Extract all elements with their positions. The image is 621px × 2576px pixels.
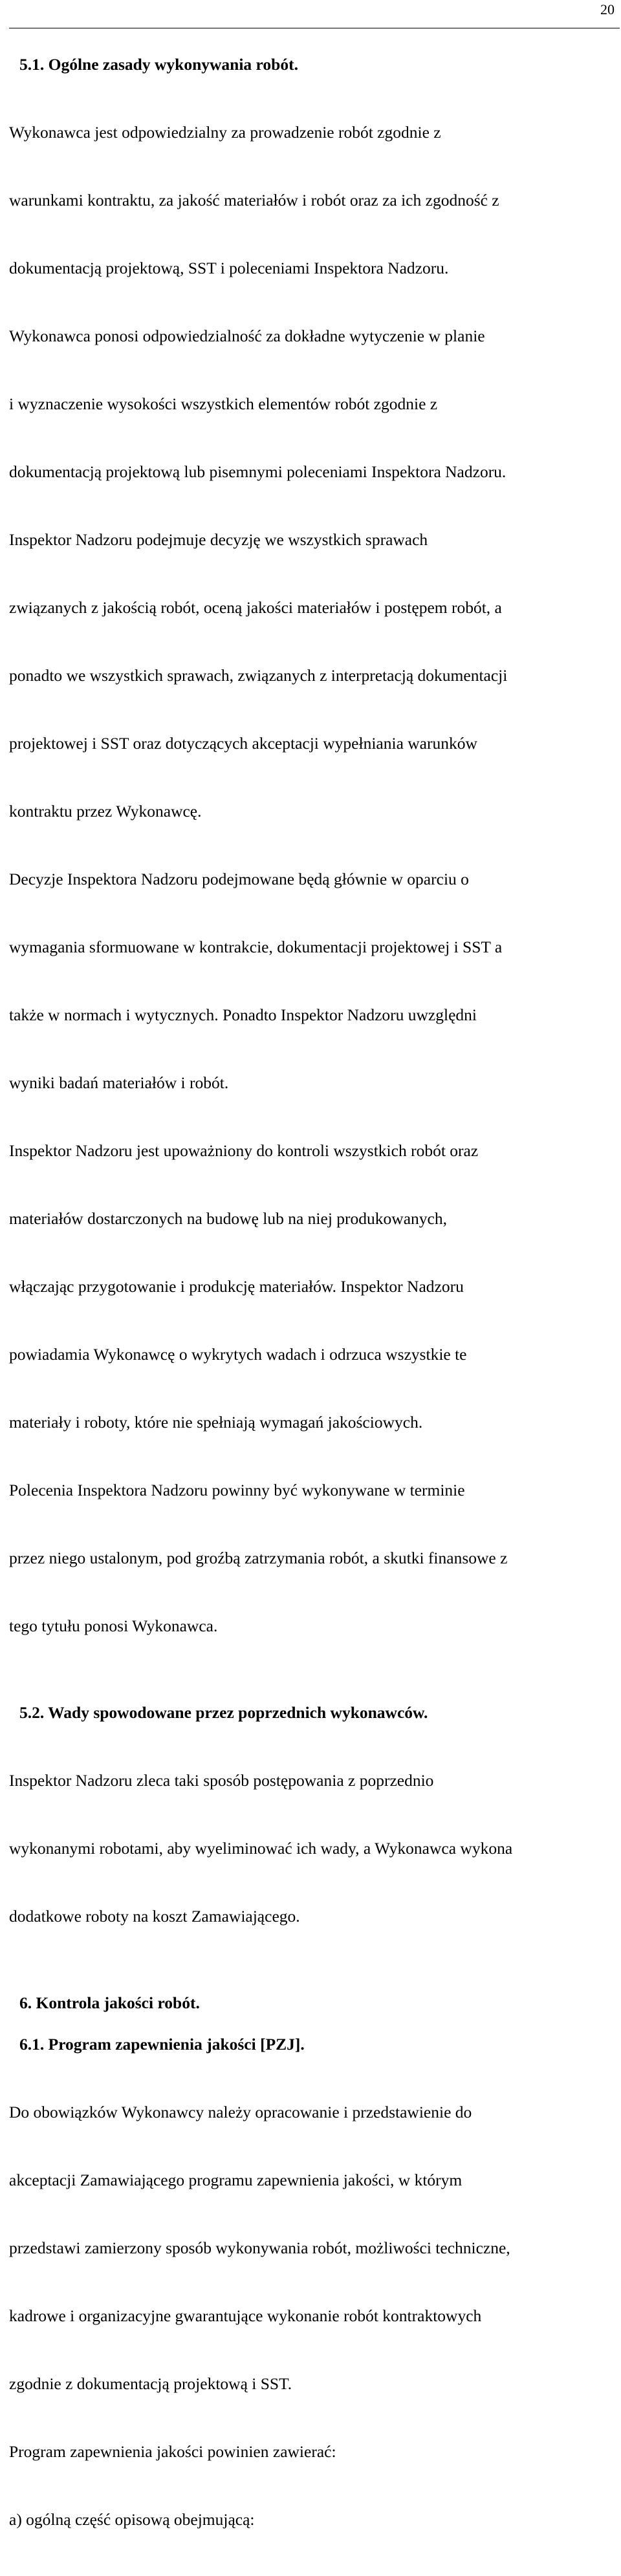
paragraph-line: dokumentacją projektową, SST i poleceniami Inspektora Nadzoru. (9, 259, 449, 277)
paragraph-line: kadrowe i organizacyjne gwarantujące wykonanie robót kontraktowych (9, 2306, 482, 2325)
paragraph-line: wyniki badań materiałów i robót. (9, 1073, 229, 1092)
section-body-5-2 (9, 1724, 617, 1973)
section-body-6-1 (9, 2055, 617, 2576)
paragraph-line: ponadto we wszystkich sprawach, związanych z interpretacją dokumentacji (9, 666, 508, 685)
paragraph-line: Polecenia Inspektora Nadzoru powinny być wykonywane w terminie (9, 1481, 465, 1499)
paragraph-line: materiały i roboty, które nie spełniają wymagań jakościowych. (9, 1413, 423, 1432)
paragraph-line: wykonanymi robotami, aby wyeliminować ich wady, a Wykonawca wykona (9, 1839, 513, 1858)
section-heading-5-1: 5.1. Ogólne zasady wykonywania robót. (19, 55, 298, 74)
paragraph-line: zgodnie z dokumentacją projektową i SST. (9, 2374, 292, 2393)
section-heading-5-2: 5.2. Wady spowodowane przez poprzednich wykonawców. (19, 1703, 428, 1722)
paragraph-line: powiadamia Wykonawcę o wykrytych wadach i odrzuca wszystkie te (9, 1345, 467, 1364)
paragraph-line: Inspektor Nadzoru jest upoważniony do kontroli wszystkich robót oraz (9, 1141, 479, 1160)
paragraph-line: Wykonawca ponosi odpowiedzialność za dokładne wytyczenie w planie (9, 327, 485, 345)
paragraph-line: Decyzje Inspektora Nadzoru podejmowane będą głównie w oparciu o (9, 870, 469, 888)
paragraph-line: materiałów dostarczonych na budowę lub na niej produkowanych, (9, 1209, 447, 1228)
paragraph-line: przez niego ustalonym, pod groźbą zatrzymania robót, a skutki finansowe z (9, 1549, 508, 1567)
paragraph-line: a) ogólną część opisową obejmującą: (9, 2510, 255, 2529)
section-heading-6-1: 6.1. Program zapewnienia jakości [PZJ]. (19, 2035, 305, 2054)
paragraph-line: akceptacji Zamawiającego programu zapewnienia jakości, w którym (9, 2171, 463, 2189)
paragraph-line: kontraktu przez Wykonawcę. (9, 802, 202, 821)
paragraph-line: włączając przygotowanie i produkcję materiałów. Inspektor Nadzoru (9, 1277, 464, 1296)
section-heading-6: 6. Kontrola jakości robót. (19, 1993, 200, 2012)
paragraph-line: warunkami kontraktu, za jakość materiałów i robót oraz za ich zgodność z (9, 191, 499, 209)
paragraph-line: dokumentacją projektową lub pisemnymi poleceniami Inspektora Nadzoru. (9, 462, 507, 481)
paragraph-line: dodatkowe roboty na koszt Zamawiającego. (9, 1907, 300, 1926)
paragraph-line: Wykonawca jest odpowiedzialny za prowadzenie robót zgodnie z (9, 123, 441, 142)
section-body-5-1 (9, 76, 617, 1682)
paragraph-line: Inspektor Nadzoru zleca taki sposób postępowania z poprzednio (9, 1771, 434, 1790)
paragraph-line: Program zapewnienia jakości powinien zawierać: (9, 2442, 336, 2461)
document-body (9, 53, 617, 2576)
paragraph-line: także w normach i wytycznych. Ponadto Inspektor Nadzoru uwzględni (9, 1005, 477, 1024)
paragraph-line: Inspektor Nadzoru podejmuje decyzję we wszystkich sprawach (9, 530, 428, 549)
paragraph-line: przedstawi zamierzony sposób wykonywania robót, możliwości techniczne, (9, 2238, 510, 2257)
paragraph-line: projektowej i SST oraz dotyczących akceptacji wypełniania warunków (9, 734, 477, 753)
paragraph-line: wymagania sformuowane w kontrakcie, dokumentacji projektowej i SST a (9, 938, 503, 956)
page-number: 20 (600, 1, 615, 17)
paragraph-line: związanych z jakością robót, oceną jakości materiałów i postępem robót, a (9, 598, 502, 617)
paragraph-line: Do obowiązków Wykonawcy należy opracowanie i przedstawienie do (9, 2103, 472, 2121)
paragraph-line: tego tytułu ponosi Wykonawca. (9, 1616, 218, 1635)
paragraph-line: i wyznaczenie wysokości wszystkich elementów robót zgodnie z (9, 394, 438, 413)
